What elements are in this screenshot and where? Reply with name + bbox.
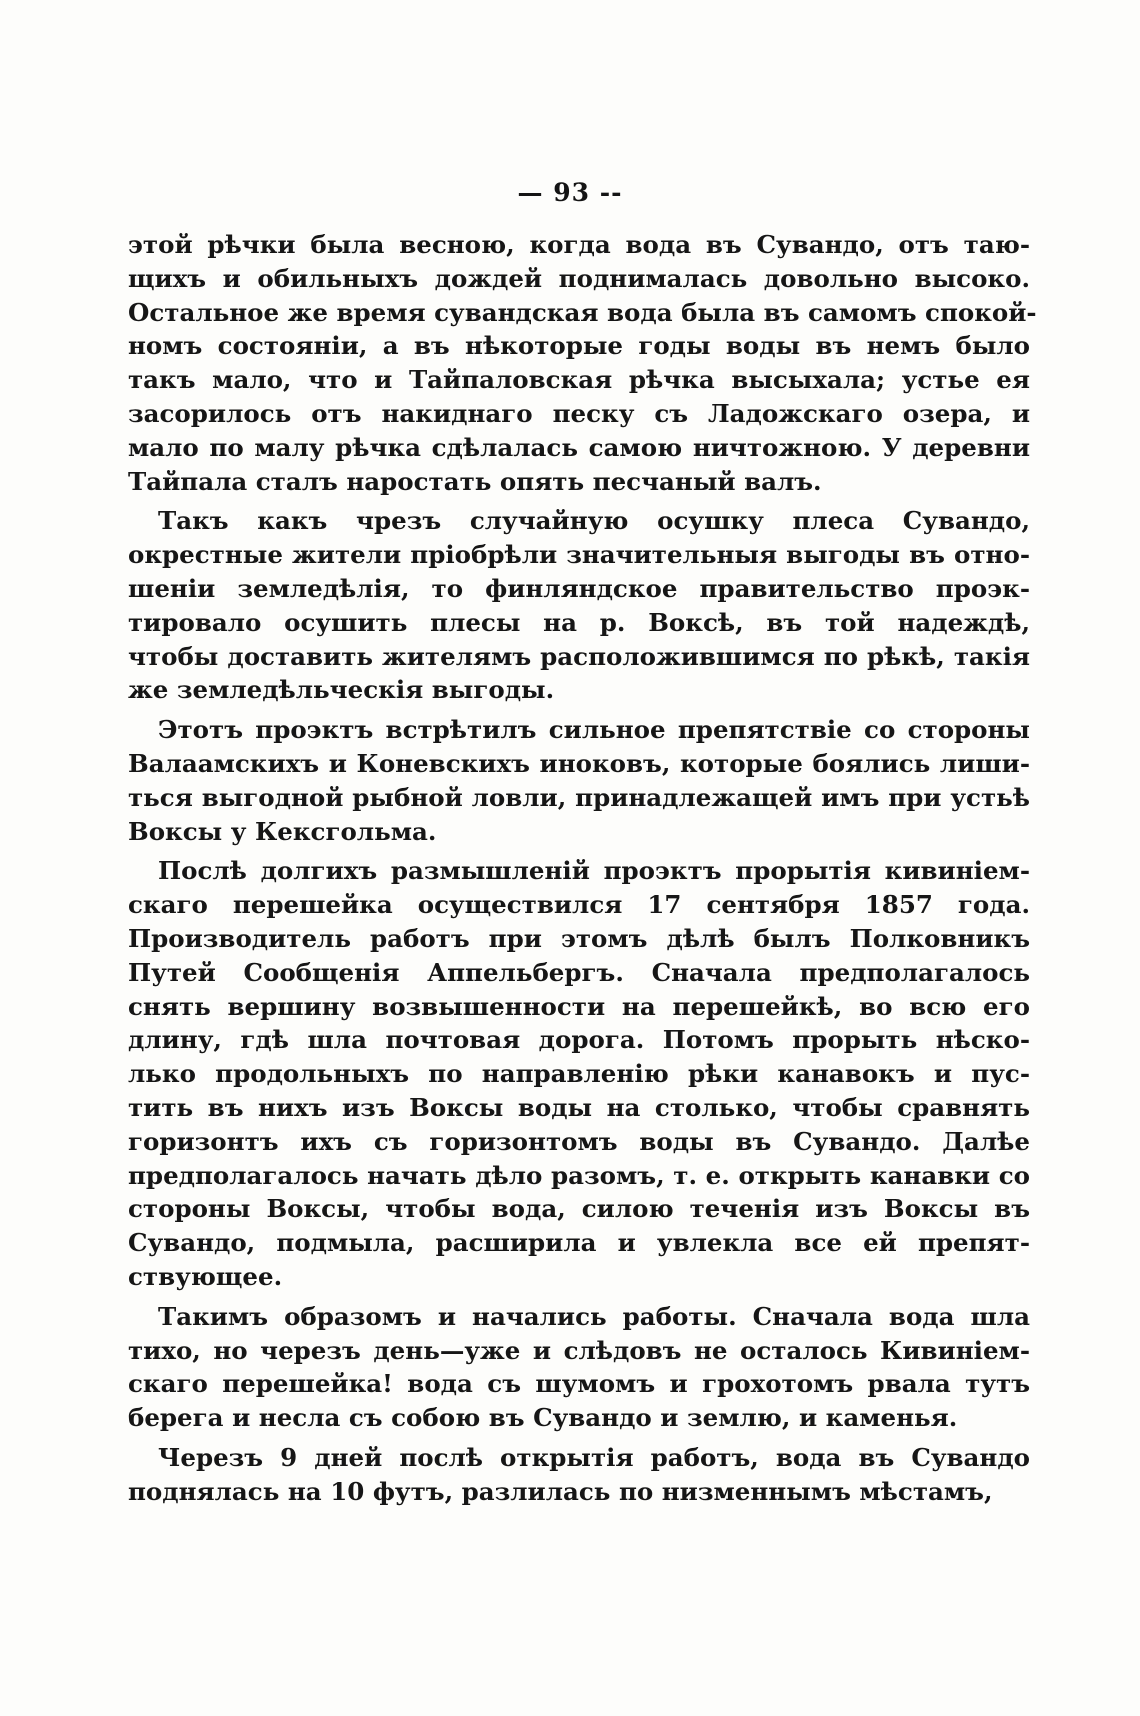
paragraph	[128, 504, 1030, 707]
text-line: Такимъ образомъ и начались работы. Сначала вода шла	[158, 1301, 1030, 1331]
text-line: Остальное же время сувандская вода была въ самомъ спокой-	[128, 297, 1037, 327]
text-line: скаго перешейка! вода съ шумомъ и грохотомъ рвала тутъ	[128, 1369, 1030, 1399]
text-line: щихъ и обильныхъ дождей поднималась довольно высоко.	[128, 263, 1030, 293]
text-line: Этотъ проэктъ встрѣтилъ сильное препятствіе со стороны	[158, 715, 1030, 745]
paragraph	[128, 713, 1030, 848]
text-line: номъ состояніи, а въ нѣкоторые годы воды въ немъ было	[128, 331, 1030, 361]
paragraph	[128, 1300, 1030, 1435]
text-line: ться выгодной рыбной ловли, принадлежащей имъ при устьѣ	[128, 782, 1030, 812]
text-line: тить въ нихъ изъ Воксы воды на столько, чтобы сравнять	[128, 1092, 1030, 1122]
text-line: такъ мало, что и Тайпаловская рѣчка высыхала; устье ея	[128, 365, 1030, 395]
text-line: Путей Сообщенія Аппельбергъ. Сначала предполагалось	[128, 957, 1030, 987]
text-line: Такъ какъ чрезъ случайную осушку плеса Сувандо,	[158, 506, 1030, 536]
text-line: Воксы у Кексгольма.	[128, 816, 437, 846]
text-line: чтобы доставить жителямъ расположившимся по рѣкѣ, такія	[128, 641, 1030, 671]
text-line: шеніи земледѣлія, то финляндское правительство проэк-	[128, 573, 1030, 603]
text-line: Валаамскихъ и Коневскихъ иноковъ, которые боялись лиши-	[128, 748, 1030, 778]
text-line: же земледѣльческія выгоды.	[128, 675, 555, 705]
body-text	[128, 228, 1037, 1514]
text-line: Производитель работъ при этомъ дѣлѣ былъ Полковникъ	[128, 923, 1030, 953]
page-number: — 93 --	[517, 178, 623, 207]
text-line: мало по малу рѣчка сдѣлалась самою ничтожною. У деревни	[128, 432, 1030, 462]
text-line: Черезъ 9 дней послѣ открытія работъ, вода въ Сувандо	[158, 1442, 1030, 1472]
text-line: предполагалось начать дѣло разомъ, т. е. открыть канавки со	[128, 1160, 1030, 1190]
text-line: засорилось отъ накиднаго песку съ Ладожскаго озера, и	[128, 398, 1030, 428]
text-line: длину, гдѣ шла почтовая дорога. Потомъ прорыть нѣско-	[128, 1025, 1030, 1055]
paragraph	[128, 1441, 1030, 1509]
text-line: горизонтъ ихъ съ горизонтомъ воды въ Сувандо. Далѣе	[128, 1126, 1030, 1156]
paragraph	[128, 228, 1037, 498]
text-line: тихо, но черезъ день—уже и слѣдовъ не осталось Кивиніем-	[128, 1335, 1030, 1365]
text-line: Сувандо, подмыла, расширила и увлекла все ей препят-	[128, 1228, 1030, 1258]
paragraph	[128, 854, 1030, 1293]
text-line: окрестные жители пріобрѣли значительныя выгоды въ отно-	[128, 540, 1030, 570]
text-line: Послѣ долгихъ размышленій проэктъ прорытія кивиніем-	[158, 856, 1030, 886]
text-line: снять вершину возвышенности на перешейкѣ, во всю его	[128, 991, 1030, 1021]
text-line: берега и несла съ собою въ Сувандо и землю, и каменья.	[128, 1403, 958, 1433]
text-line: поднялась на 10 футъ, разлилась по низменнымъ мѣстамъ,	[128, 1476, 993, 1506]
text-line: ствующее.	[128, 1261, 283, 1291]
text-line: лько продольныхъ по направленію рѣки канавокъ и пус-	[128, 1059, 1030, 1089]
text-line: стороны Воксы, чтобы вода, силою теченія изъ Воксы въ	[128, 1194, 1030, 1224]
text-line: тировало осушить плесы на р. Воксѣ, въ той надеждѣ,	[128, 607, 1030, 637]
text-line: этой рѣчки была весною, когда вода въ Сувандо, отъ таю-	[128, 230, 1030, 259]
text-line: Тайпала сталъ наростать опять песчаный валъ.	[128, 466, 822, 496]
text-line: скаго перешейка осуществился 17 сентября 1857 года.	[128, 890, 1030, 920]
